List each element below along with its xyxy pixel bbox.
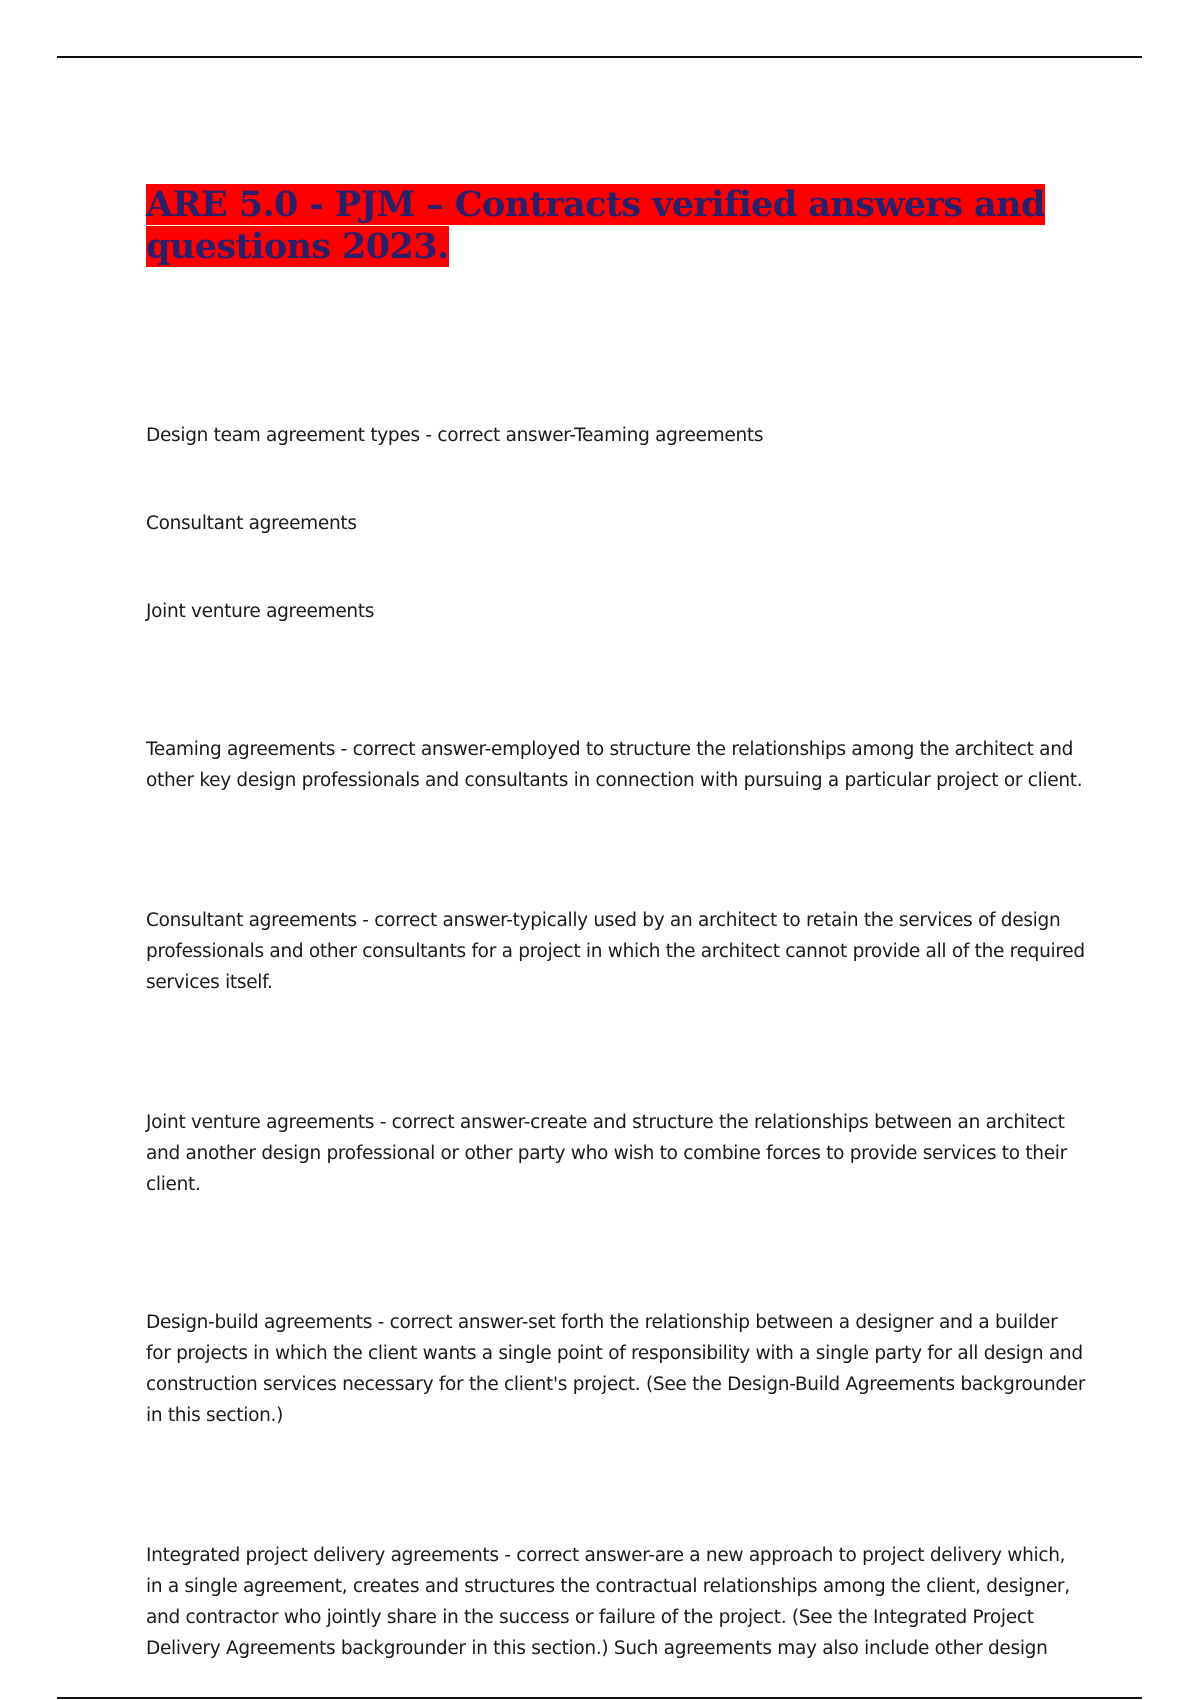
document-body xyxy=(146,184,1086,1683)
top-rule xyxy=(57,56,1142,58)
document-title-text: ARE 5.0 - PJM – Contracts verified answers and questions 2023. xyxy=(146,184,1045,267)
qa-entry: Consultant agreements - correct answer-typically used by an architect to retain the services of design professionals and other consultants for a project in which the architect cannot provide all of the required services itself. xyxy=(146,910,1085,993)
qa-entries xyxy=(146,420,1086,1664)
qa-entry: Teaming agreements - correct answer-employed to structure the relationships among the architect and other key design professionals and consultants in connection with pursuing a particular project or client. xyxy=(146,739,1083,791)
qa-entry: Design team agreement types - correct answer-Teaming agreements xyxy=(146,425,764,446)
document-title xyxy=(146,184,1086,268)
qa-entry: Design-build agreements - correct answer-set forth the relationship between a designer and a builder for projects in which the client wants a single point of responsibility with a single party for all design and construction services necessary for the client's project. (See the Design-Build Agreements backgrounder in this section.) xyxy=(146,1312,1086,1426)
qa-entry: Joint venture agreements xyxy=(146,601,375,622)
qa-entry: Joint venture agreements - correct answer-create and structure the relationships between an architect and another design professional or other party who wish to combine forces to provide services to their client. xyxy=(146,1112,1067,1195)
bottom-rule xyxy=(57,1697,1142,1699)
qa-entry: Integrated project delivery agreements - correct answer-are a new approach to project delivery which, in a single agreement, creates and structures the contractual relationships among the client, designer, and contractor who jointly share in the success or failure of the project. (See the Integrated Project Delivery Agreements backgrounder in this section.) Such agreements may also include other design xyxy=(146,1545,1070,1659)
qa-entry: Consultant agreements xyxy=(146,513,357,534)
